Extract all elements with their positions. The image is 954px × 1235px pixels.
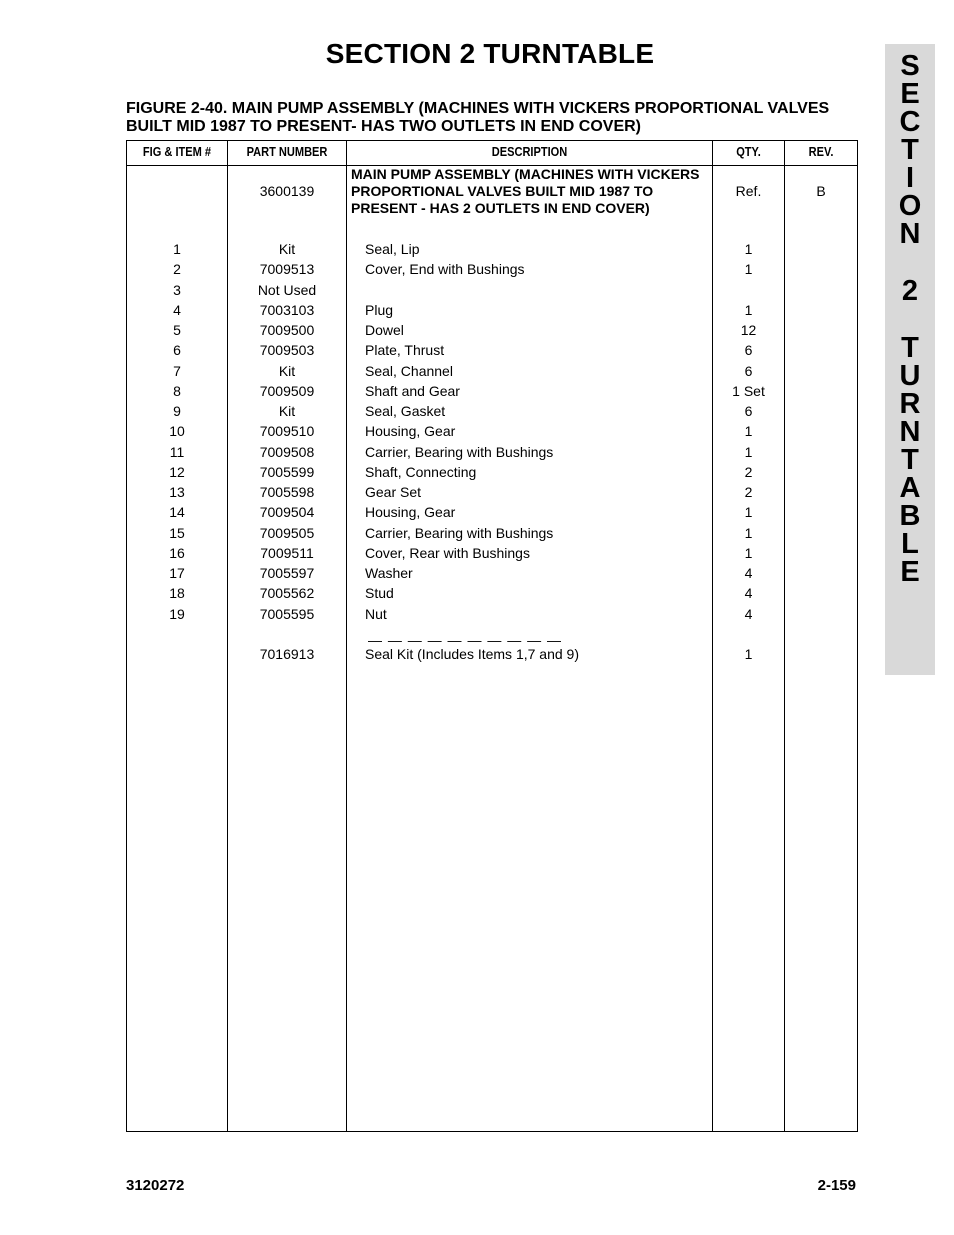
row-description: Shaft and Gear: [365, 383, 460, 399]
row-item-number: 1: [173, 241, 181, 257]
row-part-number: 7005598: [259, 484, 315, 500]
side-tab-letter: U: [899, 360, 921, 392]
header-part-number: PART NUMBER: [246, 144, 328, 159]
row-description: Seal, Gasket: [365, 403, 446, 419]
row-qty: 1 Set: [732, 383, 765, 399]
page-number: 2-159: [817, 1177, 856, 1194]
row-part-number: 7009513: [259, 261, 315, 277]
row-item-number: 14: [169, 504, 185, 520]
row-part-number: 7009508: [259, 444, 315, 460]
side-tab-letter: R: [899, 388, 921, 420]
assembly-desc-line3: PRESENT - HAS 2 OUTLETS IN END COVER): [351, 200, 650, 216]
assembly-qty: Ref.: [735, 183, 762, 199]
table-bottom-border: [126, 1131, 858, 1132]
row-qty: 1: [744, 545, 753, 561]
row-qty: 1: [744, 504, 753, 520]
side-tab-letter: O: [898, 190, 922, 222]
row-qty: 1: [744, 241, 753, 257]
figure-caption-line2: BUILT MID 1987 TO PRESENT- HAS TWO OUTLETS IN END COVER): [126, 118, 642, 135]
row-qty: 4: [744, 565, 753, 581]
row-qty: 6: [744, 342, 753, 358]
row-item-number: 7: [173, 363, 181, 379]
row-item-number: 10: [169, 423, 185, 439]
row-description: Stud: [365, 585, 394, 601]
row-part-number: Not Used: [257, 282, 317, 298]
kit-part-number: 7016913: [259, 646, 315, 662]
row-item-number: 6: [173, 342, 181, 358]
row-part-number: 7009504: [259, 504, 315, 520]
row-item-number: 17: [169, 565, 185, 581]
figure-caption-line1: FIGURE 2-40. MAIN PUMP ASSEMBLY (MACHINES WITH VICKERS PROPORTIONAL VALVES: [126, 100, 830, 117]
row-description: Seal, Lip: [365, 241, 420, 257]
row-divider: — — — — — — — — — —: [368, 632, 563, 648]
section-side-tab: [885, 44, 935, 675]
row-part-number: 7005562: [259, 585, 315, 601]
row-part-number: 7005597: [259, 565, 315, 581]
row-item-number: 2: [173, 261, 181, 277]
side-tab-letter: T: [901, 332, 919, 364]
row-item-number: 19: [169, 606, 185, 622]
side-tab-letter: T: [901, 134, 919, 166]
row-item-number: 8: [173, 383, 181, 399]
side-tab-letter: E: [900, 556, 920, 588]
kit-description: Seal Kit (Includes Items 1,7 and 9): [365, 646, 579, 662]
row-item-number: 13: [169, 484, 185, 500]
row-description: Seal, Channel: [365, 363, 453, 379]
row-qty: 2: [744, 464, 753, 480]
col-line-2: [346, 140, 347, 1132]
row-part-number: 7009511: [260, 545, 314, 561]
row-qty: 6: [744, 363, 753, 379]
assembly-desc-line2: PROPORTIONAL VALVES BUILT MID 1987 TO: [351, 183, 654, 199]
col-line-5: [857, 140, 858, 1132]
row-item-number: 18: [169, 585, 185, 601]
header-rev: REV.: [808, 144, 834, 159]
header-item: FIG & ITEM #: [142, 144, 212, 159]
side-tab-letter: N: [899, 416, 921, 448]
side-tab-letter: S: [900, 50, 920, 82]
assembly-description: [351, 166, 711, 217]
side-tab-letter: L: [901, 528, 919, 560]
row-item-number: 3: [173, 282, 181, 298]
side-tab-letter: N: [899, 218, 921, 250]
row-qty: 1: [744, 444, 753, 460]
side-tab-letter: I: [905, 162, 915, 194]
row-qty: 1: [744, 261, 753, 277]
document-number: 3120272: [126, 1177, 185, 1194]
row-description: Washer: [365, 565, 413, 581]
col-line-3: [712, 140, 713, 1132]
row-description: Carrier, Bearing with Bushings: [365, 444, 554, 460]
row-part-number: Kit: [278, 241, 296, 257]
side-tab-letter: B: [899, 500, 921, 532]
kit-qty: 1: [744, 646, 753, 662]
side-tab-letter: T: [901, 444, 919, 476]
row-part-number: 7009500: [259, 322, 315, 338]
side-tab-letter: A: [899, 472, 921, 504]
figure-caption: [126, 100, 866, 136]
row-item-number: 5: [173, 322, 181, 338]
row-item-number: 9: [173, 403, 181, 419]
row-part-number: 7009509: [259, 383, 315, 399]
header-qty: QTY.: [736, 144, 761, 159]
row-item-number: 16: [169, 545, 185, 561]
row-description: Shaft, Connecting: [365, 464, 477, 480]
row-qty: 2: [744, 484, 753, 500]
row-description: Plate, Thrust: [365, 342, 445, 358]
row-qty: 4: [744, 585, 753, 601]
row-item-number: 15: [169, 525, 185, 541]
assembly-desc-line1: MAIN PUMP ASSEMBLY (MACHINES WITH VICKERS: [351, 166, 700, 182]
row-description: Carrier, Bearing with Bushings: [365, 525, 554, 541]
row-qty: 1: [744, 525, 753, 541]
row-part-number: 7005599: [259, 464, 315, 480]
row-qty: 1: [744, 423, 753, 439]
row-qty: 6: [744, 403, 753, 419]
assembly-part-number: 3600139: [259, 183, 315, 199]
row-part-number: 7003103: [259, 302, 315, 318]
col-line-4: [784, 140, 785, 1132]
row-part-number: 7009505: [259, 525, 315, 541]
row-description: Cover, Rear with Bushings: [365, 545, 530, 561]
header-description: DESCRIPTION: [491, 144, 568, 159]
row-description: Nut: [365, 606, 387, 622]
row-description: Housing, Gear: [365, 504, 456, 520]
section-title: SECTION 2 TURNTABLE: [325, 38, 655, 69]
row-description: Housing, Gear: [365, 423, 456, 439]
row-qty: 4: [744, 606, 753, 622]
row-item-number: 12: [169, 464, 185, 480]
side-tab-letter: E: [900, 78, 920, 110]
row-description: Dowel: [365, 322, 404, 338]
row-description: Gear Set: [365, 484, 422, 500]
side-tab-letter: 2: [901, 275, 919, 307]
row-item-number: 11: [169, 444, 185, 460]
row-description: Cover, End with Bushings: [365, 261, 525, 277]
row-part-number: 7009503: [259, 342, 315, 358]
side-tab-letter: C: [899, 106, 921, 138]
row-part-number: 7005595: [259, 606, 315, 622]
row-item-number: 4: [173, 302, 181, 318]
assembly-rev: B: [816, 183, 826, 199]
row-part-number: Kit: [278, 363, 296, 379]
row-part-number: 7009510: [259, 423, 315, 439]
row-qty: 1: [744, 302, 753, 318]
row-part-number: Kit: [278, 403, 296, 419]
row-description: Plug: [365, 302, 394, 318]
row-qty: 12: [740, 322, 757, 338]
